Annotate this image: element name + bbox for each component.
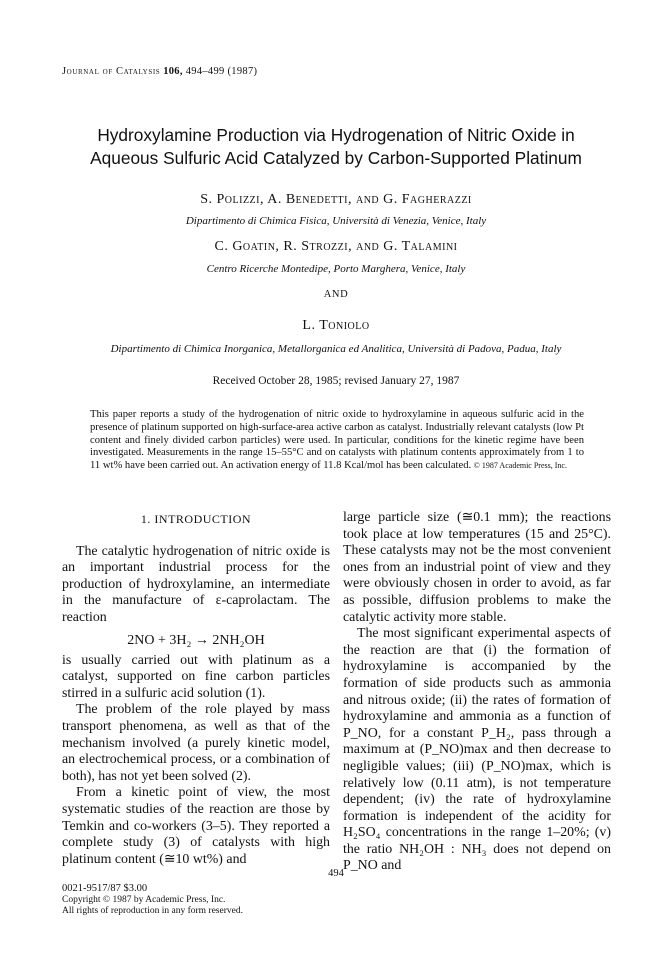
abstract-copyright: © 1987 Academic Press, Inc. bbox=[473, 461, 567, 471]
section-heading: 1. INTRODUCTION bbox=[140, 512, 252, 526]
and-separator: AND bbox=[323, 289, 349, 300]
title-line-2: Aqueous Sulfuric Acid Catalyzed by Carbon-Supported Platinum bbox=[90, 148, 582, 168]
received-dates: Received October 28, 1985; revised January 27, 1987 bbox=[212, 375, 460, 387]
intro-paragraph-4: From a kinetic point of view, the most systematic studies of the reaction are those by Temkin and co-workers (3–5). They reported a complete study (3) of catalysts with high platinum content (≅10 wt%) and bbox=[62, 785, 330, 867]
intro-paragraph-3: The problem of the role played by mass transport phenomena, as well as that of the mechanism involved (a purely kinetic model, an electrochemical process, or a combination of both), has not yet been solved (2). bbox=[62, 702, 330, 784]
footer-rights: All rights of reproduction in any form reserved. bbox=[62, 906, 243, 916]
author-group-3: L. Toniolo bbox=[302, 318, 370, 333]
author-group-1: S. Polizzi, A. Benedetti, and G. Fagherazzi bbox=[200, 192, 472, 207]
intro-paragraph-2: is usually carried out with platinum as a catalyst, supported on fine carbon particles stirred in a sulfuric acid solution (1). bbox=[62, 652, 330, 701]
abstract-text: This paper reports a study of the hydrogenation of nitric oxide to hydroxylamine in aqueous sulfuric acid in the presence of platinum supported on high-surface-area active carbon as catalyst. Industrially relevant catalysts (low Pt content and finely divided carbon particles) were used. In particular, conditions for the kinetic regime have been investigated. Measurements in the range 15–55°C and on catalysts with platinum contents approximately from 1 to 11 wt% have been carried out. An activation energy of 11.8 Kcal/mol has been calculated. bbox=[90, 409, 584, 472]
affiliation-2: Centro Ricerche Montedipe, Porto Marghera, Venice, Italy bbox=[206, 263, 466, 275]
footer-copyright: Copyright © 1987 by Academic Press, Inc. bbox=[62, 894, 226, 905]
left-column bbox=[62, 511, 330, 868]
right-paragraph-2: The most significant experimental aspects of the reaction are that (i) the formation of hydroxylamine is accompanied by the formation of side products such as ammonia and nitrous oxide; (ii) the rates of formation of hydroxylamine and ammonia as a function of P_NO, for a constant P_H₂, pass through a maximum at (P_NO)max and then decrease to negligible values; (iii) (P_NO)max, which is relatively low (0.11 atm), is not temperature dependent; (iv) the rate of hydroxylamine formation is independent of the acidity for H₂SO₄ concentrations in the range 1–20%; (v) the ratio NH₂OH : NH₃ does not depend on P_NO and bbox=[343, 626, 611, 874]
journal-volume: 106, bbox=[163, 66, 183, 77]
right-paragraph-1: large particle size (≅0.1 mm); the reactions took place at low temperatures (15 and 25°C). These catalysts may not be the most convenient ones from an industrial point of view and they were obviously chosen in order to avoid, as far as possible, diffusion problems to make the catalytic activity more stable. bbox=[343, 510, 611, 625]
author-group-2: C. Goatin, R. Strozzi, and G. Talamini bbox=[214, 239, 458, 254]
journal-header bbox=[62, 66, 257, 77]
right-column bbox=[343, 510, 611, 875]
affiliation-3: Dipartimento di Chimica Inorganica, Metallorganica ed Analitica, Università di Padova, Padua, Italy bbox=[110, 343, 562, 355]
footer-price: 0021-9517/87 $3.00 bbox=[62, 883, 148, 894]
paper-title bbox=[40, 124, 632, 170]
journal-pages: 494–499 (1987) bbox=[185, 66, 258, 77]
intro-paragraph-1: The catalytic hydrogenation of nitric oxide is an important industrial process for the production of hydroxylamine, an intermediate in the manufacture of ε-caprolactam. The reaction bbox=[62, 543, 330, 625]
affiliation-1: Dipartimento di Chimica Fisica, Università di Venezia, Venice, Italy bbox=[185, 215, 487, 227]
journal-name: Journal of Catalysis bbox=[62, 66, 161, 77]
title-line-1: Hydroxylamine Production via Hydrogenation of Nitric Oxide in bbox=[97, 125, 575, 145]
page-number: 494 bbox=[328, 868, 344, 879]
abstract bbox=[90, 409, 584, 473]
reaction-equation: 2NO + 3H₂ → 2NH₂OH bbox=[127, 632, 265, 648]
footer bbox=[62, 883, 243, 918]
